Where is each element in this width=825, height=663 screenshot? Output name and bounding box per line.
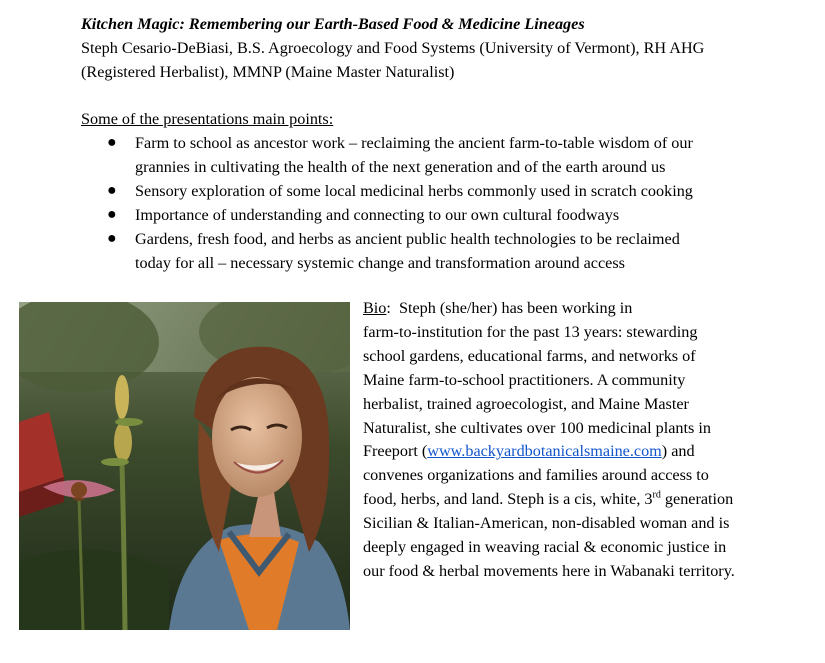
point-text-line: Gardens, fresh food, and herbs as ancient public health technologies to be reclaimed <box>135 230 680 248</box>
ordinal-suffix: rd <box>652 489 661 501</box>
point-text-line: Farm to school as ancestor work – reclaiming the ancient farm-to-table wisdom of our <box>135 134 693 152</box>
bio-text: Steph (she/her) has been working in <box>398 299 633 317</box>
bullet-icon: ● <box>107 134 117 151</box>
presentation-title: Kitchen Magic: Remembering our Earth-Based Food & Medicine Lineages <box>81 15 585 33</box>
bio-line: Naturalist, she cultivates over 100 medicinal plants in <box>363 418 711 437</box>
bio-line <box>363 440 793 464</box>
presenter-photo <box>19 302 350 630</box>
point-text-line: Sensory exploration of some local medicinal herbs commonly used in scratch cooking <box>135 182 693 200</box>
website-link[interactable]: www.backyardbotanicalsmaine.com <box>427 442 662 461</box>
list-item <box>81 203 801 227</box>
bullet-icon: ● <box>107 206 117 223</box>
list-item <box>81 227 801 275</box>
point-text-line: Importance of understanding and connecting to our own cultural foodways <box>135 206 620 224</box>
bio-line: our food & herbal movements here in Wabanaki territory. <box>363 561 735 580</box>
bio-line: deeply engaged in weaving racial & economic justice in <box>363 538 727 557</box>
bio-section <box>363 297 793 584</box>
bio-line: Sicilian & Italian-American, non-disabled woman and is <box>363 514 730 533</box>
bio-text: food, herbs, and land. Steph is a cis, white, 3 <box>363 490 653 509</box>
list-item <box>81 179 801 203</box>
bio-text: ) and <box>661 442 695 461</box>
bullet-icon: ● <box>107 230 117 247</box>
bio-line: school gardens, educational farms, and networks of <box>363 346 696 365</box>
point-text-line: today for all – necessary systemic change and transformation around access <box>135 254 625 272</box>
main-points-section <box>81 107 801 275</box>
bio-line: farm-to-institution for the past 13 years: stewarding <box>363 322 698 341</box>
bullet-icon: ● <box>107 182 117 199</box>
presenter-photo-illustration <box>19 302 350 630</box>
bio-label: Bio <box>363 299 387 317</box>
list-item <box>81 131 801 179</box>
presenter-credentials-line-1: Steph Cesario-DeBiasi, B.S. Agroecology and Food Systems (University of Vermont), RH AHG <box>81 39 705 57</box>
bio-line: herbalist, trained agroecologist, and Maine Master <box>363 394 689 413</box>
main-points-heading: Some of the presentations main points: <box>81 110 334 128</box>
bio-line <box>363 488 793 512</box>
point-text-line: grannies in cultivating the health of the next generation and of the earth around us <box>135 158 666 176</box>
bio-line: Maine farm-to-school practitioners. A community <box>363 370 686 389</box>
bio-text: generation <box>660 490 734 509</box>
presenter-credentials-line-2: (Registered Herbalist), MMNP (Maine Master Naturalist) <box>81 63 455 81</box>
presentation-header <box>81 12 801 84</box>
main-points-list <box>81 131 801 275</box>
bio-line <box>363 297 793 321</box>
bio-label-colon: : <box>386 299 399 317</box>
bio-line: convenes organizations and families around access to <box>363 466 709 485</box>
bio-text: Freeport ( <box>363 442 428 461</box>
